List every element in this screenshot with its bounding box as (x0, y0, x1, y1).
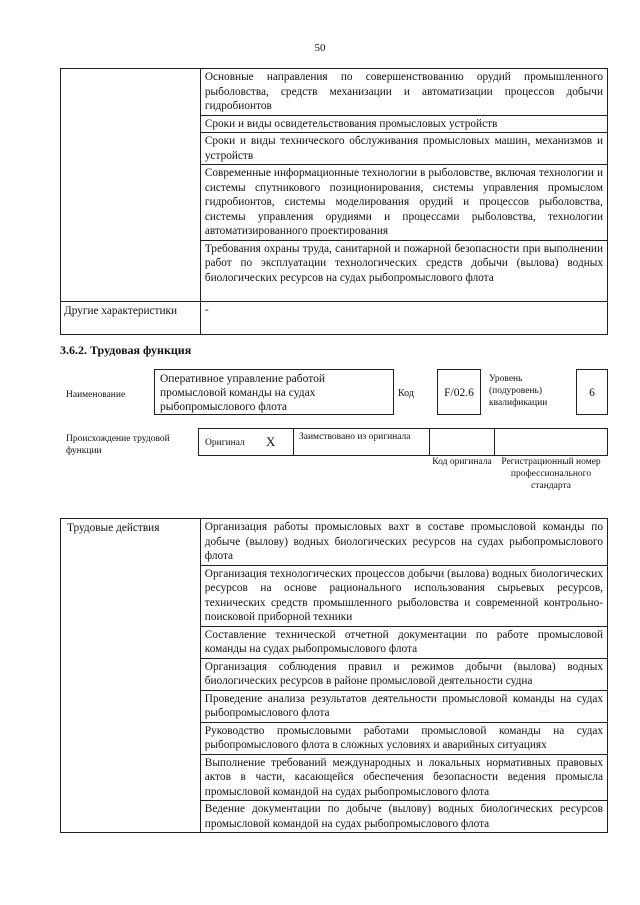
labor-action-item: Проведение анализа результатов деятельности промысловой команды на судах рыбопромыслового флота (200, 690, 607, 722)
borrowed-box (293, 428, 430, 456)
function-name: Оперативное управление работой промысловой команды на судах рыбопромыслового флота (160, 373, 326, 413)
empty-left-cell (61, 69, 201, 302)
original-code-caption: Код оригинала (432, 457, 492, 467)
knowledge-item: Современные информационные технологии в рыболовстве, включая технологии и системы спутникового позиционирования, системы управления промыслом гидробионтов, системы моделирования орудий и процессов рыболовства, системы управления орудиями и процессами рыболовства, технологии автоматизированного проектирования (200, 165, 607, 241)
page-number: 50 (314, 42, 326, 54)
knowledge-item: Основные направления по совершенствованию орудий промышленного рыболовства, средств механизации и автоматизации процессов добычи гидробионтов (200, 69, 607, 116)
table-row (61, 301, 608, 334)
labor-actions-table (60, 518, 608, 833)
borrowed-label: Заимствовано из оригинала (299, 432, 411, 442)
labor-action-item: Руководство промысловыми работами промысловой команды на судах рыбопромыслового флота в сложных условиях и аварийных ситуациях (200, 722, 607, 754)
original-label: Оригинал (205, 438, 245, 448)
origin-label: Происхождение трудовой функции (66, 434, 170, 456)
other-characteristics-label: Другие характеристики (61, 301, 201, 334)
labor-action-item: Организация технологических процессов добычи (вылова) водных биологических ресурсов на основе рационального использования сырьевых ресурсов, технических средств промышленного рыболовства и современной контрольно-поисковой приборной техники (200, 565, 607, 626)
labor-actions-label: Трудовые действия (61, 519, 201, 833)
level-label: Уровень (подуровень) квалификации (489, 374, 548, 408)
knowledge-item: Сроки и виды освидетельствования промысловых устройств (200, 115, 607, 133)
code-label: Код (398, 388, 414, 399)
name-label: Наименование (66, 390, 126, 400)
knowledge-table (60, 68, 608, 335)
labor-action-item: Организация соблюдения правил и режимов добычи (вылова) водных биологических ресурсов в районе промысловой деятельности судна (200, 658, 607, 690)
level-value: 6 (589, 387, 595, 399)
original-code-box (429, 428, 495, 456)
code-box (437, 369, 481, 415)
original-box (198, 428, 294, 456)
knowledge-item: Требования охраны труда, санитарной и пожарной безопасности при выполнении работ по эксплуатации технологических средств добычи (вылова) водных биологических ресурсов на судах рыбопромыслового флота (200, 240, 607, 301)
code-value: F/02.6 (444, 387, 474, 399)
registration-number-box (494, 428, 608, 456)
table-row (61, 69, 608, 116)
level-box (576, 369, 608, 415)
labor-action-item: Организация работы промысловых вахт в составе промысловой команды по добыче (вылову) водных биологических ресурсов на судах рыбопромыслового флота (200, 519, 607, 566)
labor-action-item: Ведение документации по добыче (вылову) водных биологических ресурсов промысловой командой на судах рыбопромыслового флота (200, 801, 607, 833)
table-row (61, 519, 608, 566)
function-name-box (154, 369, 394, 415)
section-title: 3.6.2. Трудовая функция (60, 343, 192, 357)
registration-number-caption: Регистрационный номер профессионального стандарта (501, 457, 601, 491)
other-characteristics-value: - (200, 301, 607, 334)
original-mark: X (266, 434, 276, 449)
labor-action-item: Выполнение требований международных и локальных нормативных правовых актов в части, касающейся обеспечения безопасности ведения промысла промысловой командой на судах рыбопромыслового флота (200, 754, 607, 801)
knowledge-item: Сроки и виды технического обслуживания промысловых машин, механизмов и устройств (200, 133, 607, 165)
labor-action-item: Составление технической отчетной документации по работе промысловой команды на судах рыбопромыслового флота (200, 626, 607, 658)
